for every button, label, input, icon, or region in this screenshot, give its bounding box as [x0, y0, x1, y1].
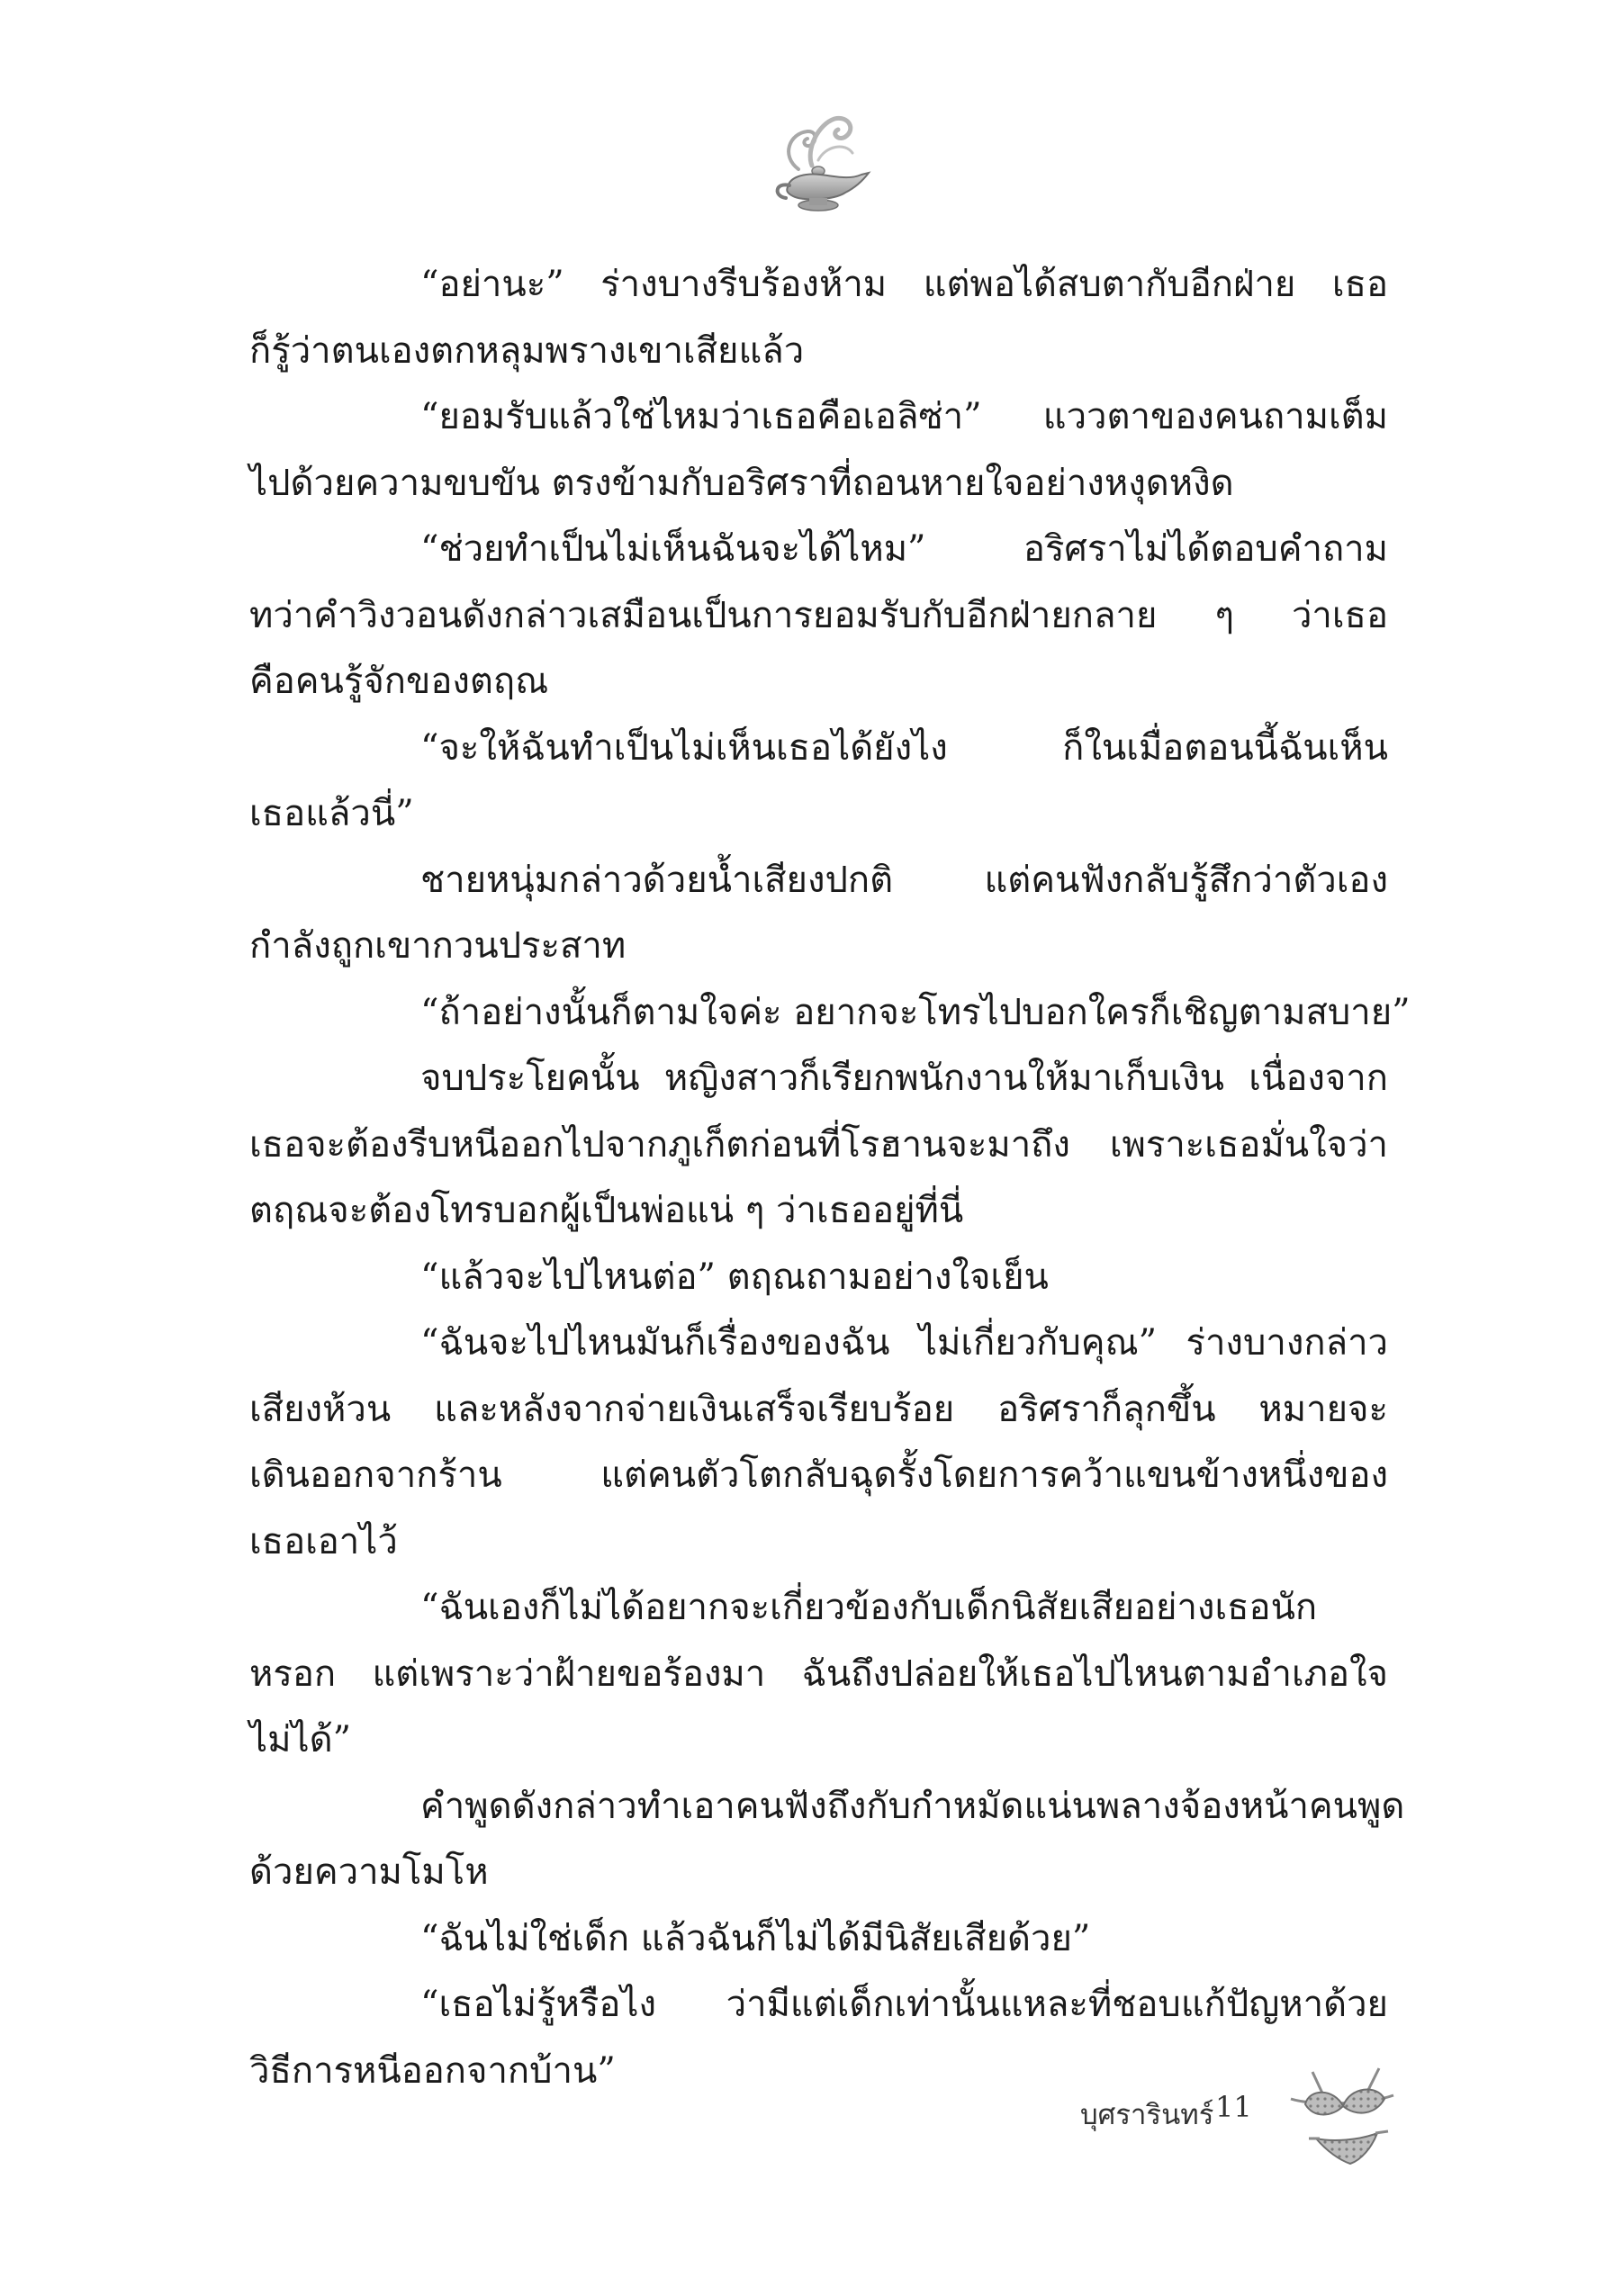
text-word: เธอเอาไว้ [249, 1520, 398, 1562]
text-word: “ถ้าอย่างนั้นก็ตามใจค่ะ [420, 991, 782, 1033]
text-word: จบประโยคนั้น [420, 1058, 640, 1099]
text-line [249, 319, 1388, 385]
text-word: “ฉันจะไปไหนมันก็เรื่องของฉัน [420, 1322, 890, 1364]
text-word: หมายจะ [1258, 1388, 1388, 1430]
text-word: “ฉันเองก็ไม่ได้อยากจะเกี่ยวข้องกับเด็กนิสัยเสียอย่างเธอนัก [420, 1587, 1318, 1628]
text-word: ก็ในเมื่อตอนนี้ฉันเห็น [1062, 726, 1388, 769]
text-line [249, 1972, 1388, 2039]
magic-lamp-icon [762, 106, 879, 223]
text-word: คือคนรู้จักของตฤณ [249, 661, 549, 702]
text-word: ไปด้วยความขบขัน [249, 462, 540, 504]
text-word: ฉันถึงปล่อยให้เธอไปไหนตามอำเภอใจ [801, 1652, 1388, 1695]
text-word: อริศราไม่ได้ตอบคำถาม [1023, 528, 1388, 570]
text-line [249, 451, 1388, 518]
text-word: ร่างบางรีบร้องห้าม [600, 264, 888, 305]
text-word: ว่ามีแต่เด็กเท่านั้นแหละที่ชอบแก้ปัญหาด้วย [726, 1984, 1388, 2025]
page-footer [0, 2052, 1605, 2178]
text-word: กำลังถูกเขากวนประสาท [249, 925, 627, 967]
text-line [249, 1310, 1388, 1377]
text-word: อริศราก็ลุกขึ้น [997, 1388, 1216, 1430]
text-word: ตฤณจะต้องโทรบอกผู้เป็นพ่อแน่ [249, 1190, 735, 1231]
text-word: เธอแล้วนี่” [249, 793, 414, 834]
text-word: หรอก [249, 1652, 337, 1695]
text-word: ร่างบางกล่าว [1186, 1322, 1388, 1364]
text-line [249, 384, 1388, 451]
text-line [249, 1377, 1388, 1444]
text-word: อยากจะโทรไปบอกใครก็เชิญตามสบาย” [793, 991, 1411, 1033]
text-line [249, 1575, 1388, 1642]
footer-author-name: บุศรารินทร์ [1080, 2099, 1214, 2131]
text-word: “อย่านะ” [420, 264, 564, 305]
text-line [249, 980, 1411, 1047]
body-text [249, 252, 1411, 2104]
text-line [249, 1642, 1388, 1708]
text-line [249, 252, 1388, 319]
text-word: วิธีการหนีออกจากบ้าน” [249, 2049, 616, 2092]
text-word: ด้วยความโมโห [249, 1851, 489, 1893]
text-line [249, 517, 1388, 583]
text-word: ทว่าคำวิงวอนดังกล่าวเสมือนเป็นการยอมรับกับอีกฝ่ายกลาย [249, 594, 1158, 636]
text-word: ไม่เกี่ยวกับคุณ” [918, 1322, 1158, 1364]
text-word: ๆ [744, 1190, 765, 1231]
text-line [249, 1906, 1388, 1973]
text-word: ว่าเธออยู่ที่นี่ [776, 1190, 964, 1231]
text-line [249, 914, 1388, 980]
text-word: “ช่วยทำเป็นไม่เห็นฉันจะได้ไหม” [420, 528, 926, 570]
text-word: “เธอไม่รู้หรือไง [420, 1984, 657, 2025]
text-line [249, 716, 1388, 782]
text-word: ชายหนุ่มกล่าวด้วยน้ำเสียงปกติ [420, 859, 894, 901]
text-line [249, 1509, 1388, 1576]
text-word: คำพูดดังกล่าวทำเอาคนฟังถึงกับกำหมัดแน่นพลางจ้องหน้าคนพูด [420, 1785, 1405, 1827]
text-word: หญิงสาวก็เรียกพนักงานให้มาเก็บเงิน [663, 1058, 1225, 1099]
text-line [249, 1245, 1388, 1311]
text-line [249, 1707, 1388, 1774]
text-line [249, 848, 1388, 914]
text-word: “จะให้ฉันทำเป็นไม่เห็นเธอได้ยังไง [420, 726, 948, 769]
text-word: แต่คนฟังกลับรู้สึกว่าตัวเอง [984, 859, 1388, 901]
text-line [249, 1774, 1405, 1841]
text-line [249, 649, 1388, 716]
text-line [249, 1112, 1388, 1179]
text-line [249, 1046, 1388, 1112]
text-line [249, 781, 1388, 848]
bikini-icon [1278, 2052, 1404, 2178]
text-word: เดินออกจากร้าน [249, 1454, 502, 1496]
text-word: “แล้วจะไปไหนต่อ” [420, 1256, 716, 1298]
text-word: เธอจะต้องรีบหนีออกไปจากภูเก็ตก่อนที่โรฮานจะมาถึง [249, 1123, 1070, 1166]
text-word: ว่าเธอ [1291, 594, 1388, 636]
page-number: 11 [1215, 2090, 1252, 2124]
text-word: และหลังจากจ่ายเงินเสร็จเรียบร้อย [434, 1388, 955, 1430]
text-word: ตรงข้ามกับอริศราที่ถอนหายใจอย่างหงุดหงิด [551, 462, 1234, 504]
text-word: เนื่องจาก [1249, 1058, 1388, 1099]
text-word: แววตาของคนถามเต็ม [1042, 396, 1388, 437]
text-word: แต่เพราะว่าฝ้ายขอร้องมา [372, 1652, 766, 1695]
text-word: เธอ [1331, 264, 1388, 305]
text-word: “ยอมรับแล้วใช่ไหมว่าเธอคือเอลิซ่า” [420, 396, 982, 437]
text-word: ตฤณถามอย่างใจเย็น [726, 1256, 1049, 1298]
text-word: แต่พอได้สบตากับอีกฝ่าย [923, 264, 1296, 305]
text-line [249, 583, 1388, 650]
text-word: เพราะเธอมั่นใจว่า [1109, 1123, 1388, 1166]
text-word: แต่คนตัวโตกลับฉุดรั้งโดยการคว้าแขนข้างหนึ่งของ [600, 1454, 1388, 1496]
text-line [249, 1443, 1388, 1509]
text-word: เสียงห้วน [249, 1388, 392, 1430]
text-word: ไม่ได้” [249, 1719, 352, 1760]
text-word: ๆ [1214, 594, 1234, 636]
text-word: “ฉันไม่ใช่เด็ก [420, 1917, 630, 1959]
text-line [249, 1178, 1388, 1245]
text-line [249, 1840, 1388, 1906]
text-word: ก็รู้ว่าตนเองตกหลุมพรางเขาเสียแล้ว [249, 329, 805, 372]
text-word: แล้วฉันก็ไม่ได้มีนิสัยเสียด้วย” [640, 1917, 1091, 1959]
